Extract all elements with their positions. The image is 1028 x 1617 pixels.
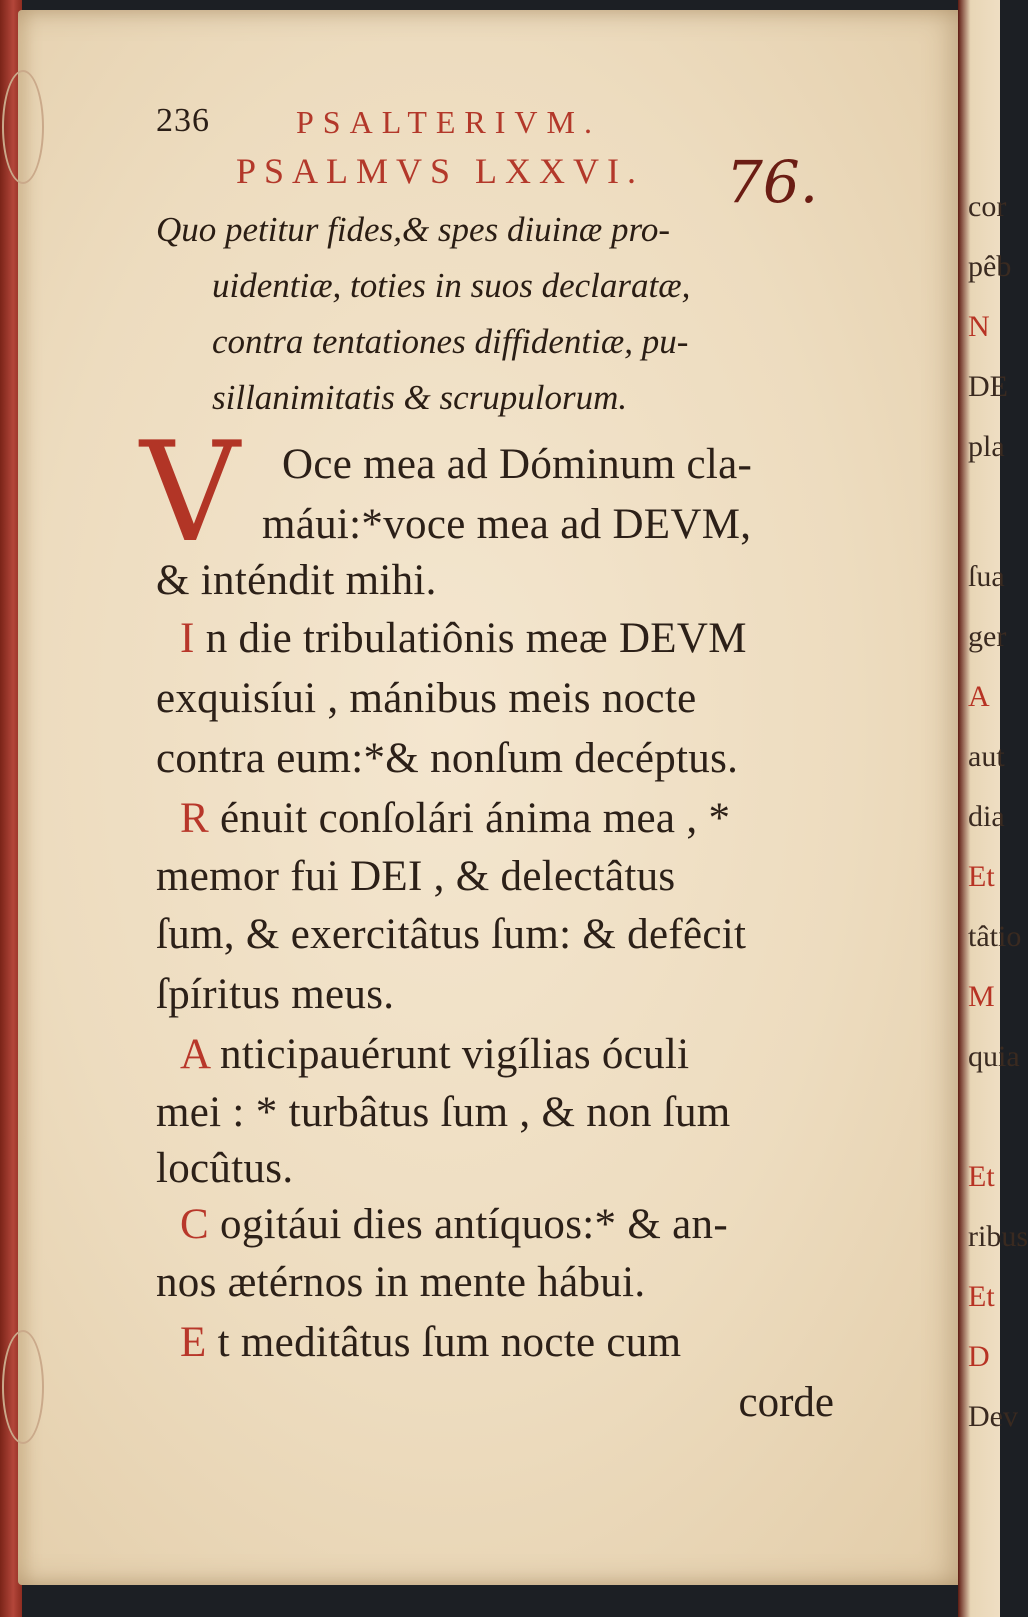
facing-fragment: aut: [968, 740, 1005, 773]
verse-text: ogitáui dies antíquos:* & an-: [220, 1201, 728, 1248]
facing-fragment: Et: [968, 860, 995, 893]
facing-fragment: cor: [968, 190, 1007, 223]
verse-line: memor fui DEI , & delectâtus: [156, 853, 676, 900]
facing-fragment: Dev: [968, 1400, 1018, 1433]
verse-initial: R: [180, 795, 209, 842]
verse-text: n die tribulatiônis meæ DEVM: [205, 615, 747, 662]
verse-line-first: [180, 614, 747, 663]
facing-fragment: A: [968, 680, 990, 713]
psalm-heading: PSALMVS LXXVI.: [236, 151, 645, 191]
handwritten-annotation: 76.: [726, 148, 819, 216]
facing-page-edge: [958, 0, 1028, 1617]
facing-fragment: Et: [968, 1280, 995, 1313]
argument-line: sillanimitatis & scrupulorum.: [212, 378, 628, 417]
verse-line-first: [180, 794, 730, 843]
argument-line: Quo petitur fides,& spes diuinæ pro-: [156, 210, 670, 249]
facing-fragment: Et: [968, 1160, 995, 1193]
facing-fragment: D: [968, 1340, 990, 1373]
verse-line: ſpíritus meus.: [156, 971, 395, 1018]
facing-fragment: pla: [968, 430, 1005, 463]
facing-fragment: ribus: [968, 1220, 1028, 1253]
verse-line: Oce mea ad Dóminum cla-: [282, 441, 753, 488]
facing-fragment: dia: [968, 800, 1005, 833]
verse-text: t meditâtus ſum nocte cum: [217, 1319, 682, 1366]
facing-fragment: ger: [968, 620, 1007, 653]
facing-fragment: N: [968, 310, 990, 343]
verse-line: & inténdit mihi.: [156, 557, 437, 604]
page-number: 236: [156, 102, 210, 139]
verse-line: mei : * turbâtus ſum , & non ſum: [156, 1089, 731, 1136]
verse-line: contra eum:*& nonſum decéptus.: [156, 735, 739, 782]
verse-initial: A: [180, 1031, 209, 1078]
facing-fragment: tâtio: [968, 920, 1022, 953]
verse-line: máui:*voce mea ad DEVM,: [262, 501, 752, 548]
binding-ring-top: [2, 70, 44, 184]
verse-text: énuit conſolári ánima mea , *: [220, 795, 731, 842]
verse-line: ſum, & exercitâtus ſum: & defêcit: [156, 911, 747, 958]
verse-text: nticipauérunt vigílias óculi: [220, 1031, 690, 1078]
argument-line: uidentiæ, toties in suos declaratæ,: [212, 266, 691, 305]
running-head: [156, 98, 846, 148]
verse-initial: C: [180, 1201, 209, 1248]
argument-line: contra tentationes diffidentiæ, pu-: [212, 322, 689, 361]
verse-line-first: [180, 1200, 728, 1249]
facing-fragment: ſua: [968, 560, 1005, 593]
verse-line: locûtus.: [156, 1145, 294, 1192]
verse-line: exquisíui , mánibus meis nocte: [156, 675, 697, 722]
verse-line: nos ætérnos in mente hábui.: [156, 1259, 646, 1306]
facing-fragment: quia: [968, 1040, 1020, 1073]
catchword: corde: [738, 1379, 834, 1426]
verse-line-first: [180, 1030, 689, 1079]
binding-ring-bottom: [2, 1330, 44, 1444]
verse-line-first: [180, 1318, 681, 1367]
facing-fragment: pêb: [968, 250, 1012, 283]
verse-initial: E: [180, 1319, 207, 1366]
verse-initial: I: [180, 615, 195, 662]
facing-fragment: DE: [968, 370, 1008, 403]
facing-fragment: M: [968, 980, 995, 1013]
running-title: PSALTERIVM.: [296, 104, 601, 140]
drop-cap: V: [140, 412, 240, 573]
